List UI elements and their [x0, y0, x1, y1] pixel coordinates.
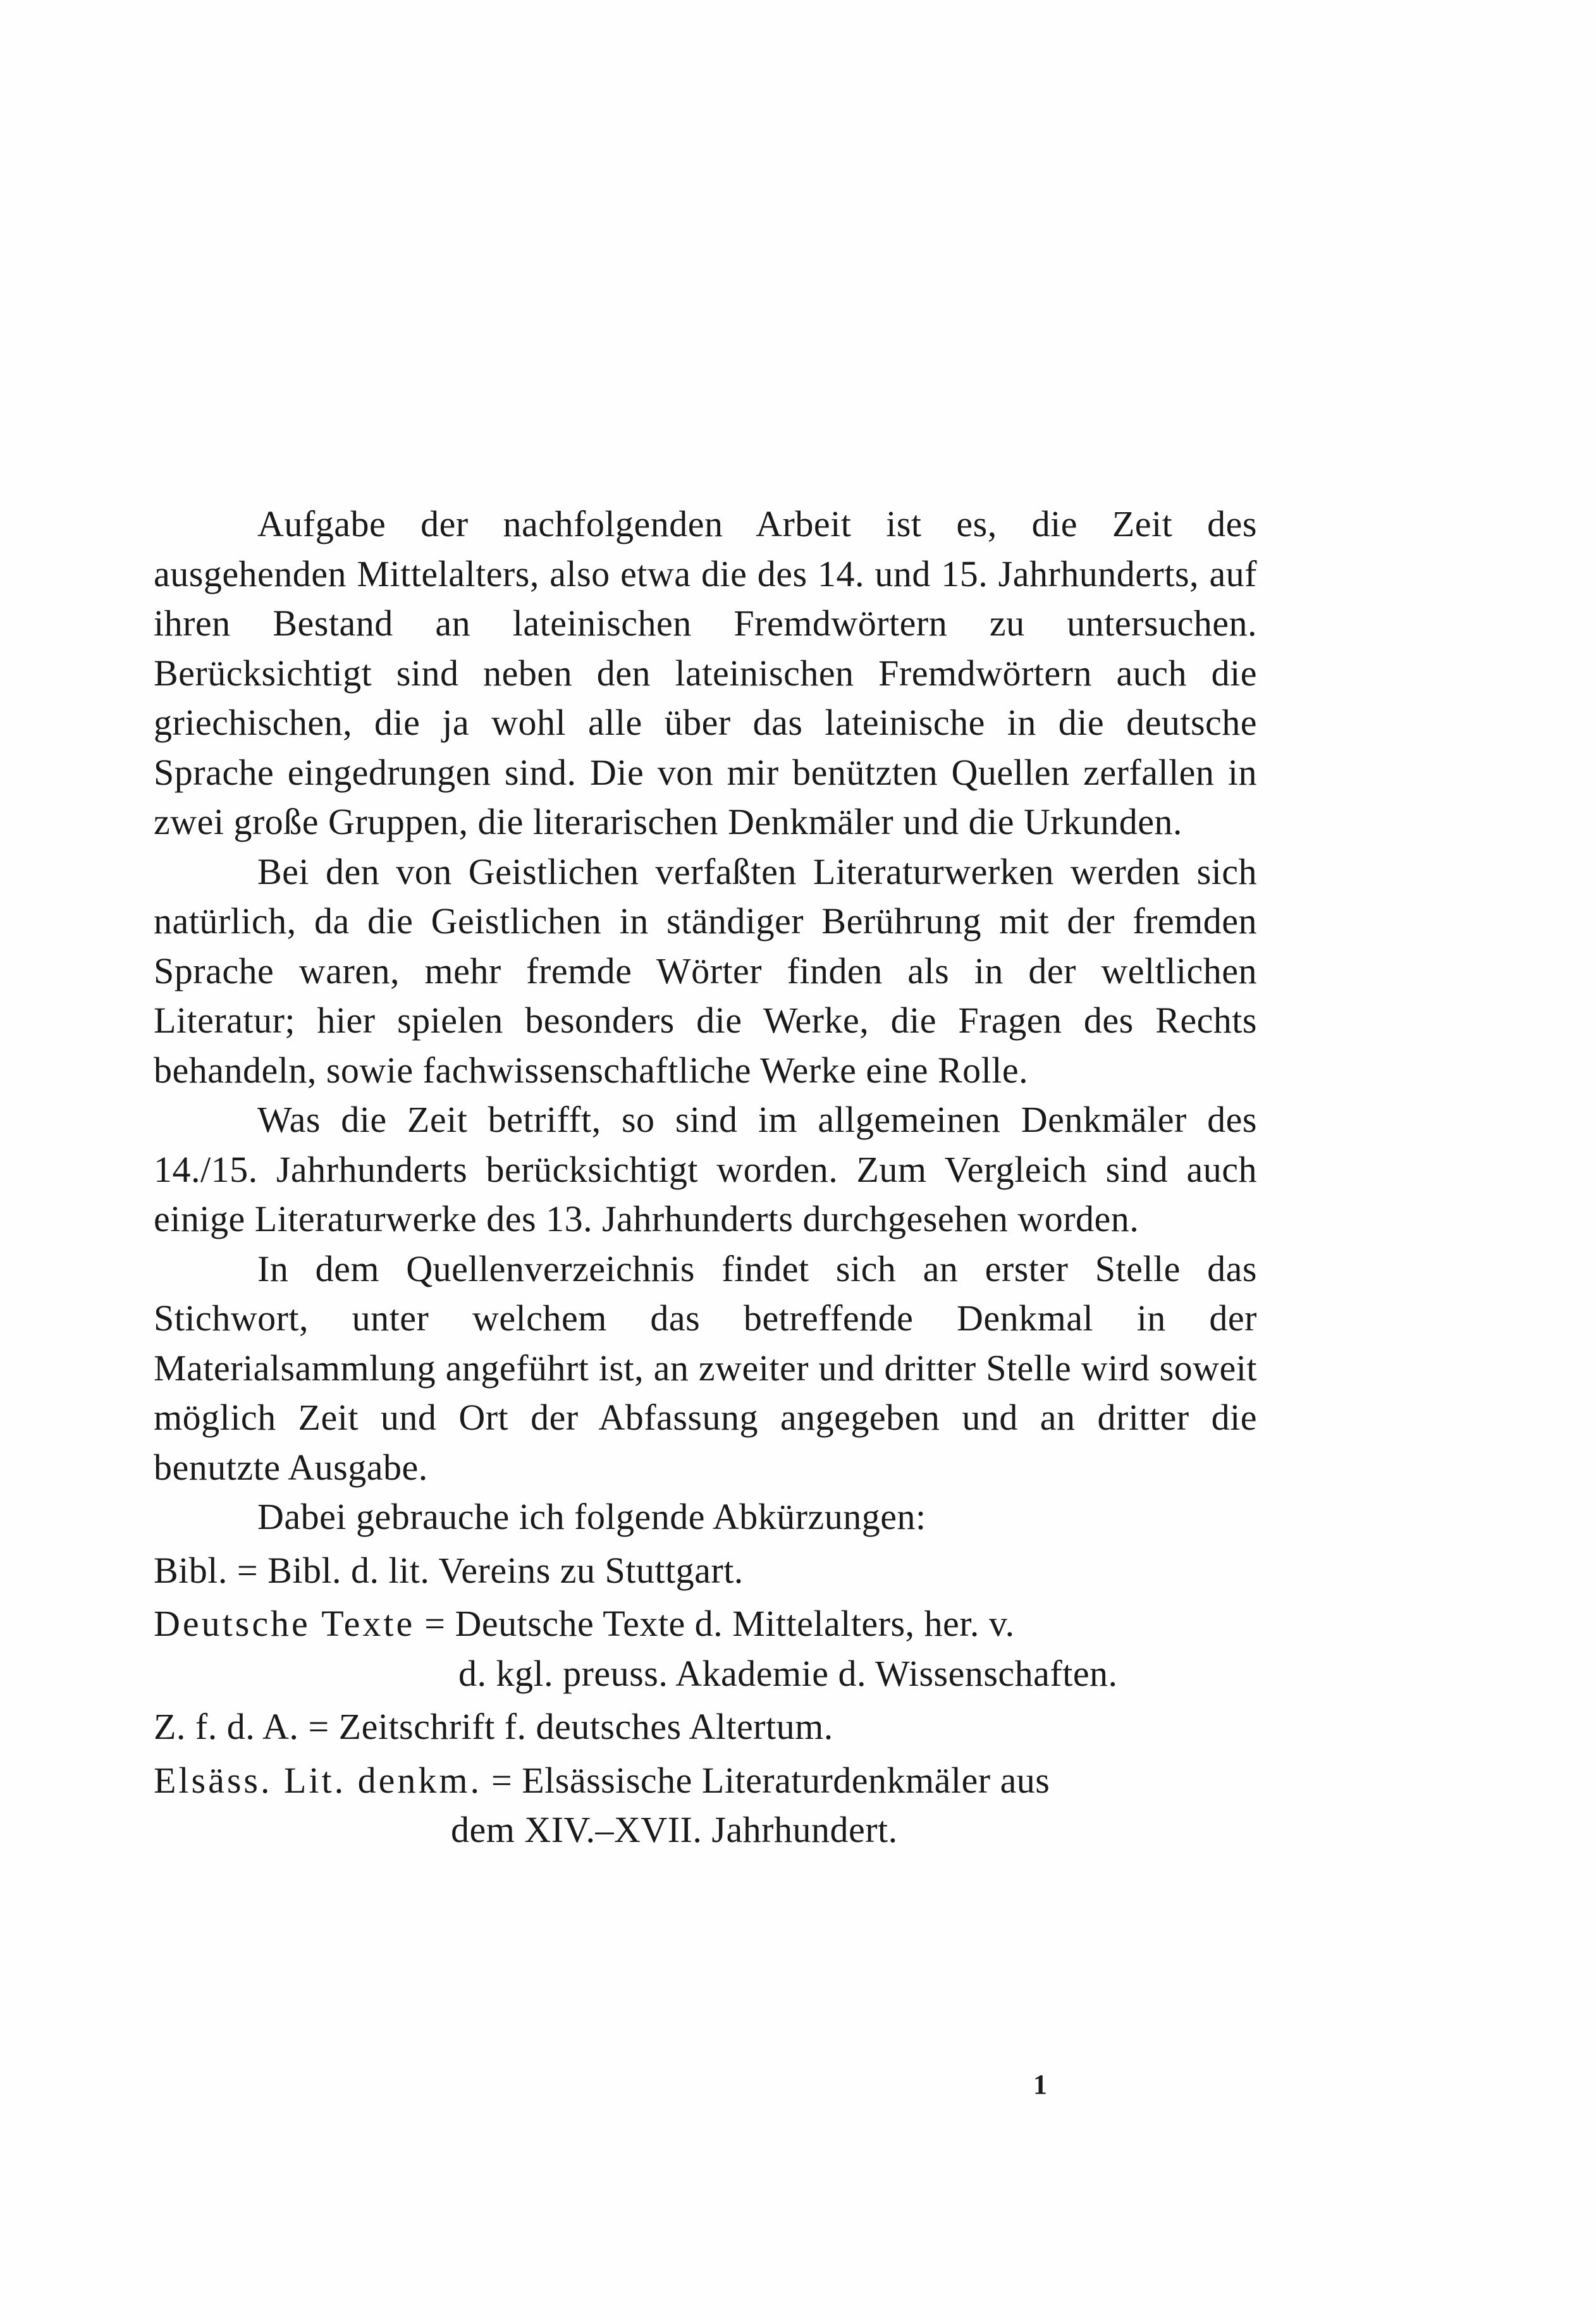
abbreviation-bibl — [154, 1546, 1257, 1596]
abbreviation-zfda — [154, 1702, 1257, 1752]
abbreviation-separator: = — [482, 1759, 522, 1801]
abbreviation-term: Bibl. — [154, 1549, 228, 1591]
page-number: 1 — [1033, 2069, 1047, 2100]
abbreviation-expansion: Zeitschrift f. deutsches Altertum. — [338, 1706, 833, 1747]
abbreviation-separator: = — [227, 1549, 268, 1591]
paragraph-4: In dem Quellenverzeichnis findet sich an erster Stelle das Stichwort, unter welchem das betreffende Denkmal in der Materialsammlung angeführt ist, an zweiter und dritter Stelle wird soweit möglich Zeit und Ort der Abfassung angegeben und an dritter die benutzte Ausgabe. — [154, 1248, 1257, 1488]
abbreviation-continuation: dem XIV.–XVII. Jahrhundert. — [451, 1809, 898, 1850]
abbreviation-term: Deutsche Texte — [154, 1603, 415, 1644]
paragraph-1: Aufgabe der nachfolgenden Arbeit ist es, die Zeit des ausgehenden Mittelalters, also etwa die des 14. und 15. Jahrhunderts, auf ihren Bestand an lateinischen Fremdwörtern zu untersuchen. Berücksichtigt sind neben den lateinischen Fremdwörtern auch die griechischen, die ja wohl alle über das lateinische in die deutsche Sprache eingedrungen sind. Die von mir benützten Quellen zerfallen in zwei große Gruppen, die literarischen Denkmäler und die Urkunden. — [154, 503, 1257, 842]
paragraph-3: Was die Zeit betrifft, so sind im allgemeinen Denkmäler des 14./15. Jahrhunderts berücksichtigt worden. Zum Vergleich sind auch einige Literaturwerke des 13. Jahrhunderts durchgesehen worden. — [154, 1099, 1257, 1239]
abbreviation-expansion: Elsässische Literaturdenkmäler aus — [522, 1759, 1050, 1801]
abbreviation-term: Z. f. d. A. — [154, 1706, 299, 1747]
abbreviation-elsaess — [154, 1756, 1257, 1855]
abbreviation-separator: = — [415, 1603, 455, 1644]
abbreviation-separator: = — [298, 1706, 339, 1747]
paragraph-2: Bei den von Geistlichen verfaßten Literaturwerken werden sich natürlich, da die Geistlichen in ständiger Berührung mit der fremden Sprache waren, mehr fremde Wörter finden als in der weltlichen Literatur; hier spielen besonders die Werke, die Fragen des Rechts behandeln, sowie fachwissenschaftliche Werke eine Rolle. — [154, 850, 1257, 1091]
abbreviation-continuation: d. kgl. preuss. Akademie d. Wissenschaften. — [458, 1652, 1118, 1694]
abbreviation-expansion: Deutsche Texte d. Mittelalters, her. v. — [455, 1603, 1015, 1644]
paragraph-5: Dabei gebrauche ich folgende Abkürzungen: — [257, 1496, 926, 1537]
abbreviation-expansion: Bibl. d. lit. Vereins zu Stuttgart. — [267, 1549, 744, 1591]
abbreviation-term: Elsäss. Lit. denkm. — [154, 1759, 482, 1801]
body-text — [154, 500, 1257, 1855]
abbreviation-deutsche-texte — [154, 1599, 1257, 1698]
